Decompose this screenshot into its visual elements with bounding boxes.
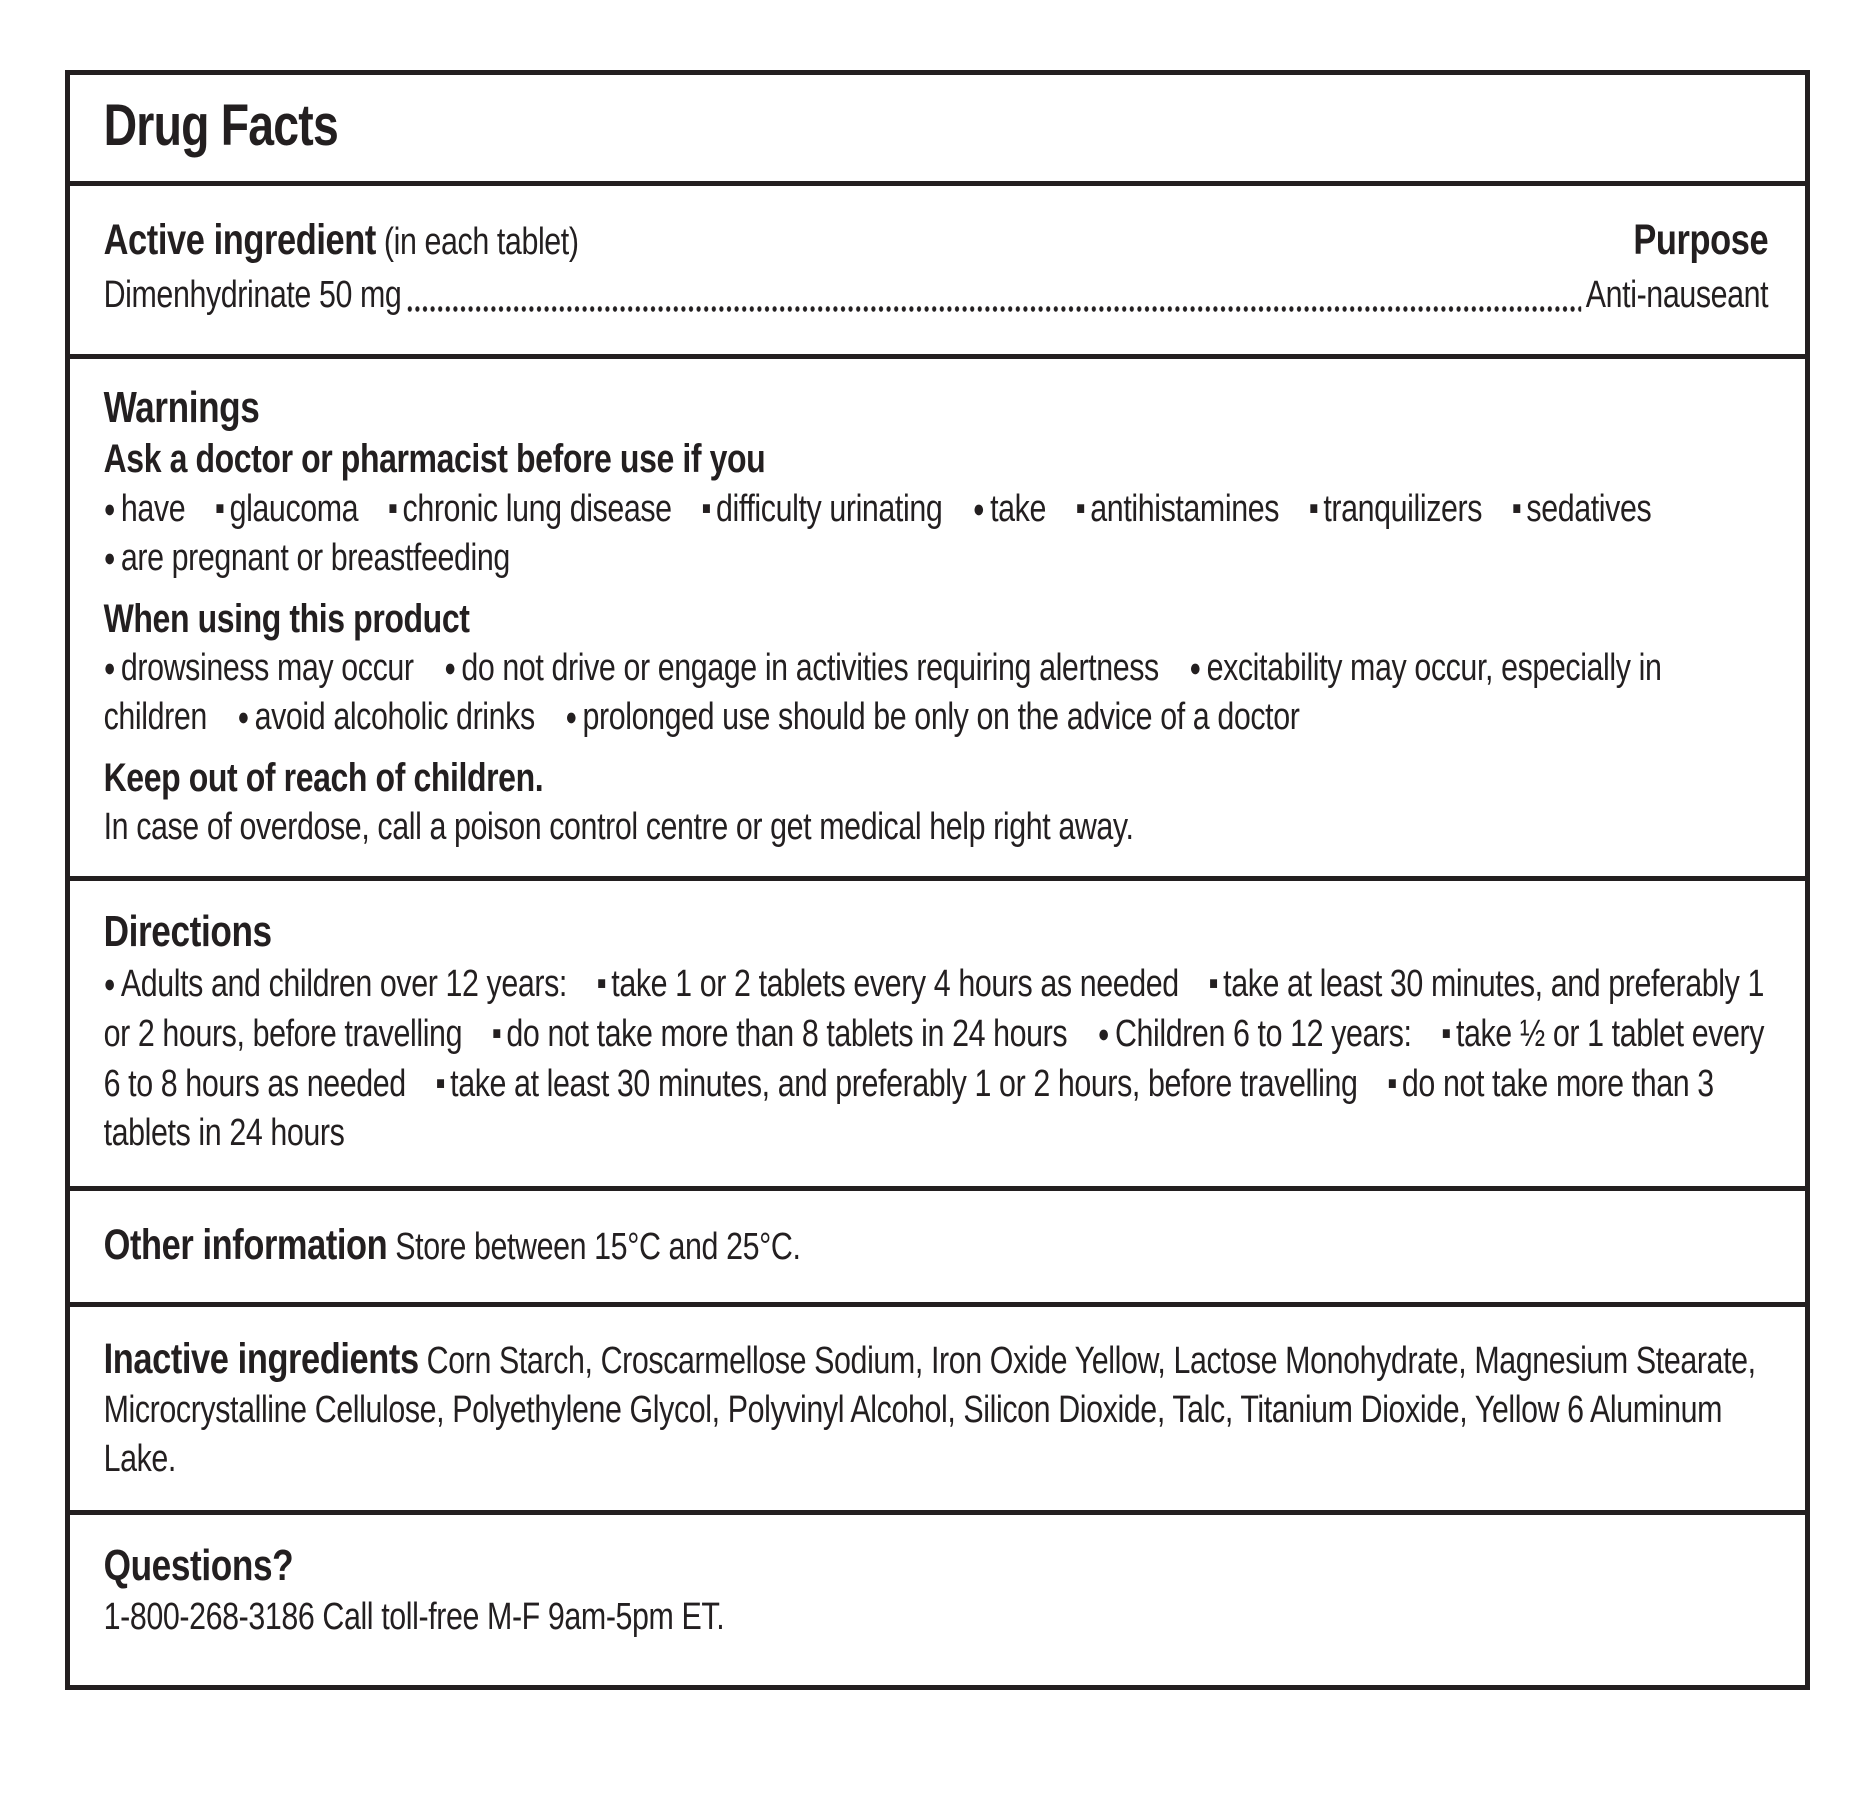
when-using-heading: When using this product [103, 597, 470, 641]
drug-facts-label [65, 70, 1810, 1690]
bullet-dot-icon: ● [444, 654, 456, 682]
section-title [70, 75, 1805, 181]
bullet-item [973, 488, 1046, 530]
inactive-ingredients-text: Corn Starch, Croscarmellose Sodium, Iron Oxide Yellow, Lactose Monohydrate, Magnesium Stearate, Microcrystalline Cellulose, Polyethylene Glycol, Polyvinyl Alcohol, Silicon Dioxide, Talc, Titanium Dioxide, Yellow 6 Aluminum Lake. [103, 1340, 1756, 1480]
warnings-heading: Warnings [103, 383, 260, 432]
bullet-item [389, 488, 672, 530]
bullet-item-text: take 1 or 2 tablets every 4 hours as needed [611, 963, 1179, 1005]
overdose-text: In case of overdose, call a poison control centre or get medical help right away. [103, 806, 1134, 848]
bullet-item-text: take at least 30 minutes, and preferably 1 or 2 hours, before travelling [103, 963, 1765, 1055]
bullet-square-icon: ■ [436, 1073, 445, 1093]
bullet-item [104, 537, 510, 579]
bullet-dot-icon: ● [103, 970, 116, 998]
bullet-item [1076, 488, 1279, 530]
bullet-square-icon: ■ [215, 498, 224, 518]
section-inactive-ingredients [70, 1302, 1805, 1510]
other-information-heading: Other information [103, 1221, 388, 1269]
bullet-item-text: sedatives [1526, 488, 1652, 530]
inactive-ingredients-heading: Inactive ingredients [103, 1335, 419, 1383]
section-active-ingredient [70, 181, 1805, 354]
bullet-item-text: have [120, 488, 186, 530]
bullet-item-text: Children 6 to 12 years: [1114, 1013, 1412, 1055]
bullet-item-text: do not drive or engage in activities requiring alertness [461, 647, 1159, 689]
bullet-item [104, 488, 186, 530]
dotted-leader [406, 278, 1581, 320]
active-ingredient-heading: Active ingredient [103, 216, 376, 264]
bullet-item [436, 1063, 1357, 1105]
bullet-item [597, 963, 1178, 1005]
bullet-dot-icon: ● [1189, 654, 1201, 682]
directions-items [104, 959, 1769, 1158]
bullet-item [702, 488, 942, 530]
bullet-item-text: avoid alcoholic drinks [254, 696, 535, 738]
active-ingredient-heading-line [104, 216, 579, 267]
bullet-item-text: excitability may occur, especially in children [103, 647, 1662, 738]
bullet-square-icon: ■ [1309, 498, 1318, 518]
bullet-item-text: prolonged use should be only on the advice of a doctor [582, 696, 1300, 738]
inactive-ingredients-line [104, 1335, 1769, 1484]
bullet-square-icon: ■ [388, 498, 397, 518]
questions-heading: Questions? [103, 1541, 294, 1590]
bullet-item [493, 1013, 1068, 1055]
bullet-item-text: antihistamines [1090, 488, 1280, 530]
bullet-square-icon: ■ [1209, 973, 1218, 993]
bullet-dot-icon: ● [103, 544, 116, 572]
bullet-dot-icon: ● [237, 703, 249, 731]
bullet-square-icon: ■ [1076, 498, 1085, 518]
bullet-item-text: chronic lung disease [402, 488, 672, 530]
bullet-square-icon: ■ [597, 973, 606, 993]
bullet-dot-icon: ● [972, 495, 985, 523]
bullet-square-icon: ■ [702, 498, 711, 518]
bullet-item-text: do not take more than 8 tablets in 24 hours [506, 1013, 1068, 1055]
bullet-item [1513, 488, 1652, 530]
bullet-item [444, 647, 1159, 689]
section-directions [70, 876, 1805, 1186]
bullet-item [237, 696, 534, 738]
bullet-item [104, 963, 567, 1005]
bullet-square-icon: ■ [492, 1023, 501, 1043]
bullet-square-icon: ■ [1442, 1023, 1451, 1043]
bullet-dot-icon: ● [565, 703, 577, 731]
bullet-dot-icon: ● [103, 495, 116, 523]
section-questions [70, 1510, 1805, 1662]
purpose-value: Anti-nauseant [1585, 274, 1769, 316]
page-title: Drug Facts [103, 93, 338, 158]
ask-doctor-items [104, 484, 1769, 583]
bullet-item-text: are pregnant or breastfeeding [120, 537, 510, 579]
bullet-item-text: take ½ or 1 tablet every 6 to 8 hours as needed [103, 1013, 1765, 1105]
questions-phone-line: 1-800-268-3186 Call toll-free M-F 9am-5pm ET. [103, 1596, 725, 1638]
bullet-item-text: glaucoma [229, 488, 359, 530]
bullet-dot-icon: ● [103, 654, 116, 682]
bullet-item-text: take [990, 488, 1046, 530]
ingredient-purpose-row [104, 271, 1769, 320]
bullet-dot-icon: ● [1097, 1020, 1110, 1048]
purpose-heading: Purpose [1633, 216, 1769, 264]
bullet-item-text: drowsiness may occur [120, 647, 414, 689]
active-ingredient-qualifier: (in each tablet) [383, 221, 579, 263]
bullet-item [565, 696, 1299, 738]
ask-doctor-heading: Ask a doctor or pharmacist before use if you [103, 437, 766, 481]
ingredient-name: Dimenhydrinate 50 mg [103, 274, 402, 316]
when-using-items [104, 644, 1769, 742]
other-information-text: Store between 15°C and 25°C. [395, 1226, 801, 1268]
other-information-line [104, 1221, 1769, 1272]
section-warnings [70, 354, 1805, 876]
bullet-item [1309, 488, 1482, 530]
section-other-information [70, 1186, 1805, 1302]
bullet-item-text: tranquilizers [1323, 488, 1483, 530]
bullet-item [216, 488, 359, 530]
bullet-item-text: do not take more than 3 tablets in 24 hours [103, 1063, 1714, 1154]
bullet-item-text: difficulty urinating [716, 488, 943, 530]
keep-out-of-reach-heading: Keep out of reach of children. [103, 756, 544, 800]
directions-heading: Directions [103, 907, 272, 956]
bullet-item-text: take at least 30 minutes, and preferably 1 or 2 hours, before travelling [450, 1063, 1358, 1105]
bullet-square-icon: ■ [1512, 498, 1521, 518]
bullet-square-icon: ■ [1387, 1073, 1397, 1093]
bullet-item-text: Adults and children over 12 years: [120, 963, 567, 1005]
bullet-item [104, 647, 414, 689]
bullet-item [1098, 1013, 1412, 1055]
